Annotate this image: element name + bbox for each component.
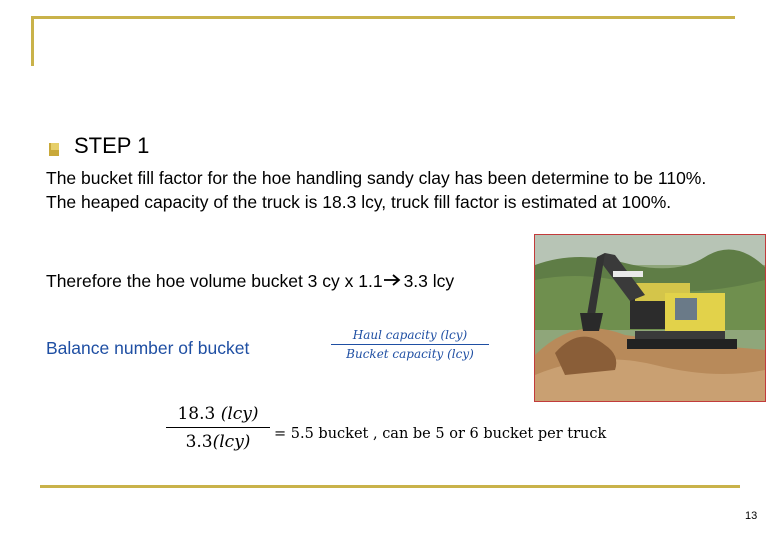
formula-small-numerator: Haul capacity (lcy) <box>331 328 489 345</box>
formula-result: = 5.5 bucket , can be 5 or 6 bucket per truck <box>274 426 607 442</box>
formula-big-numerator-unit: (lcy) <box>220 404 259 424</box>
arrow-right-icon <box>384 274 401 286</box>
therefore-line <box>46 271 454 292</box>
formula-big-numerator <box>166 404 270 428</box>
therefore-prefix: Therefore the hoe volume bucket 3 cy x 1.1 <box>46 271 383 291</box>
formula-big-denominator-unit: (lcy) <box>212 432 251 452</box>
balance-label: Balance number of bucket <box>46 338 250 358</box>
page-number: 13 <box>745 510 758 522</box>
bottom-rule <box>40 485 740 488</box>
excavator-photo <box>534 234 766 402</box>
excavator-illustration <box>535 235 765 401</box>
problem-paragraph: The bucket fill factor for the hoe handling sandy clay has been determine to be 110%. The heaped capacity of the truck is 18.3 lcy, truck fill factor is estimated at 100%. <box>46 168 707 212</box>
top-rule <box>31 16 735 19</box>
bullet-icon <box>49 143 59 156</box>
formula-small <box>331 328 489 361</box>
formula-big-numerator-value: 18.3 <box>177 404 221 424</box>
formula-big <box>166 404 270 452</box>
therefore-suffix: 3.3 lcy <box>403 271 455 291</box>
left-rule <box>31 16 34 66</box>
formula-small-denominator: Bucket capacity (lcy) <box>346 347 474 361</box>
formula-big-denominator <box>166 428 270 452</box>
formula-big-denominator-value: 3.3 <box>185 432 213 452</box>
step-title: STEP 1 <box>74 133 150 158</box>
